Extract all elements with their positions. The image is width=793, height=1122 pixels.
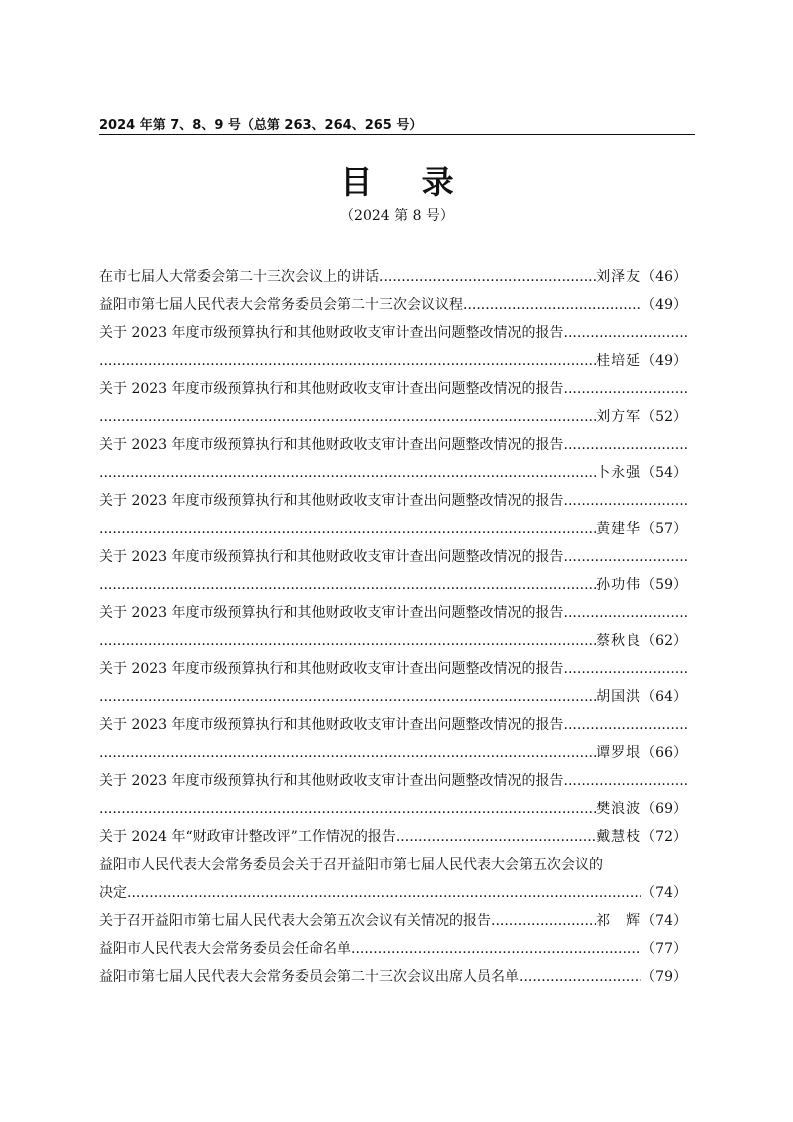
leader-dots <box>351 935 641 963</box>
toc-entry-title: 益阳市第七届人民代表大会常务委员会第二十三次会议出席人员名单 <box>99 969 519 985</box>
toc-entry-page: （69） <box>641 801 687 817</box>
leader-dots <box>99 403 596 431</box>
toc-entry[interactable] <box>99 319 687 347</box>
leader-dots <box>564 319 687 347</box>
toc-entry-page: （52） <box>641 409 687 425</box>
toc-entry[interactable] <box>99 487 687 515</box>
header-rule <box>99 134 695 135</box>
toc-entry-author: 卜永强 <box>596 465 642 481</box>
leader-dots <box>99 627 596 655</box>
toc-entry-page: （62） <box>641 633 687 649</box>
toc-entry-title: 关于 2023 年度市级预算执行和其他财政收支审计查出问题整改情况的报告 <box>99 325 564 341</box>
toc-entry-title: 关于 2024 年“财政审计整改评”工作情况的报告 <box>99 829 396 845</box>
toc-entry[interactable] <box>99 711 687 739</box>
leader-dots <box>463 291 641 319</box>
leader-dots <box>564 767 687 795</box>
toc-entry-page: （74） <box>641 885 687 901</box>
toc-entry[interactable] <box>99 599 687 627</box>
toc-entry-author: 祁 辉 <box>596 913 642 929</box>
toc-entry-author: 孙功伟 <box>596 577 642 593</box>
toc-entry-author: 谭罗垠 <box>596 745 642 761</box>
toc-entry-page: （54） <box>641 465 687 481</box>
leader-dots <box>564 543 687 571</box>
toc-entry-title: 益阳市人民代表大会常务委员会任命名单 <box>99 941 351 957</box>
toc-entry-author: 刘方军 <box>596 409 642 425</box>
toc-entry-continuation[interactable] <box>99 683 687 711</box>
toc-entry[interactable] <box>99 431 687 459</box>
toc-entry-page: （74） <box>641 913 687 929</box>
toc-entry-title: 关于 2023 年度市级预算执行和其他财政收支审计查出问题整改情况的报告 <box>99 381 564 397</box>
toc-entry-continuation[interactable] <box>99 627 687 655</box>
toc-entry-continuation[interactable] <box>99 795 687 823</box>
toc-entry[interactable] <box>99 935 687 963</box>
toc-entry[interactable] <box>99 375 687 403</box>
toc-entry[interactable] <box>99 907 687 935</box>
toc-entry[interactable] <box>99 851 687 879</box>
toc-entry-title: 关于 2023 年度市级预算执行和其他财政收支审计查出问题整改情况的报告 <box>99 493 564 509</box>
toc-entry[interactable] <box>99 291 687 319</box>
leader-dots <box>491 907 596 935</box>
toc-entry-author: 樊浪波 <box>596 801 642 817</box>
toc-entry-continuation[interactable] <box>99 515 687 543</box>
leader-dots <box>519 963 641 991</box>
toc-entry-title: 关于召开益阳市第七届人民代表大会第五次会议有关情况的报告 <box>99 913 491 929</box>
page-subtitle: （2024 第 8 号） <box>340 208 454 224</box>
leader-dots <box>564 711 687 739</box>
toc-entry-author: 黄建华 <box>596 521 642 537</box>
toc-entry-page: （57） <box>641 521 687 537</box>
toc-entry-title: 关于 2023 年度市级预算执行和其他财政收支审计查出问题整改情况的报告 <box>99 773 564 789</box>
toc-entry-continuation[interactable] <box>99 571 687 599</box>
toc-entry-title: 关于 2023 年度市级预算执行和其他财政收支审计查出问题整改情况的报告 <box>99 661 564 677</box>
toc-entry[interactable] <box>99 263 687 291</box>
toc-entry-author: 戴慧枝 <box>596 829 642 845</box>
leader-dots <box>396 823 596 851</box>
toc-entry-author: 蔡秋良 <box>596 633 642 649</box>
toc-entry-title: 关于 2023 年度市级预算执行和其他财政收支审计查出问题整改情况的报告 <box>99 605 564 621</box>
leader-dots <box>127 879 641 907</box>
toc-entry-page: （72） <box>641 829 687 845</box>
toc-entry-page: （79） <box>641 969 687 985</box>
toc-entry-title: 关于 2023 年度市级预算执行和其他财政收支审计查出问题整改情况的报告 <box>99 437 564 453</box>
toc-entry-title-continuation: 决定 <box>99 885 127 901</box>
toc-entry-page: （77） <box>641 941 687 957</box>
toc-entry-continuation[interactable] <box>99 879 687 907</box>
toc-entry-continuation[interactable] <box>99 459 687 487</box>
leader-dots <box>99 795 596 823</box>
toc-entry-page: （66） <box>641 745 687 761</box>
toc-entry-continuation[interactable] <box>99 739 687 767</box>
leader-dots <box>564 375 687 403</box>
leader-dots <box>99 347 596 375</box>
toc-entry-title: 关于 2023 年度市级预算执行和其他财政收支审计查出问题整改情况的报告 <box>99 717 564 733</box>
toc-entry-page: （49） <box>641 297 687 313</box>
toc-entry[interactable] <box>99 963 687 991</box>
toc-entry[interactable] <box>99 767 687 795</box>
toc-entry-page: （59） <box>641 577 687 593</box>
leader-dots <box>99 571 596 599</box>
toc-entry[interactable] <box>99 655 687 683</box>
leader-dots <box>99 515 596 543</box>
toc-entry-author: 桂培延 <box>596 353 642 369</box>
toc-entry[interactable] <box>99 823 687 851</box>
leader-dots <box>99 683 596 711</box>
leader-dots <box>564 599 687 627</box>
toc-entry-page: （64） <box>641 689 687 705</box>
toc-entry-author: 刘泽友 <box>596 269 642 285</box>
toc-entry-title: 关于 2023 年度市级预算执行和其他财政收支审计查出问题整改情况的报告 <box>99 549 564 565</box>
leader-dots <box>99 739 596 767</box>
toc-entry-title: 益阳市人民代表大会常务委员会关于召开益阳市第七届人民代表大会第五次会议的 <box>99 857 603 873</box>
issue-header: 2024 年第 7、8、9 号（总第 263、264、265 号） <box>99 118 423 133</box>
toc-entry-author: 胡国洪 <box>596 689 642 705</box>
table-of-contents <box>99 263 687 991</box>
leader-dots <box>99 459 596 487</box>
toc-entry-continuation[interactable] <box>99 347 687 375</box>
toc-entry-title: 益阳市第七届人民代表大会常务委员会第二十三次会议议程 <box>99 297 463 313</box>
toc-entry-page: （49） <box>641 353 687 369</box>
leader-dots <box>379 263 596 291</box>
leader-dots <box>564 431 687 459</box>
toc-entry-page: （46） <box>641 269 687 285</box>
page-title: 目 录 <box>340 163 454 201</box>
leader-dots <box>564 655 687 683</box>
toc-entry[interactable] <box>99 543 687 571</box>
toc-entry-title: 在市七届人大常委会第二十三次会议上的讲话 <box>99 269 379 285</box>
leader-dots <box>564 487 687 515</box>
toc-entry-continuation[interactable] <box>99 403 687 431</box>
